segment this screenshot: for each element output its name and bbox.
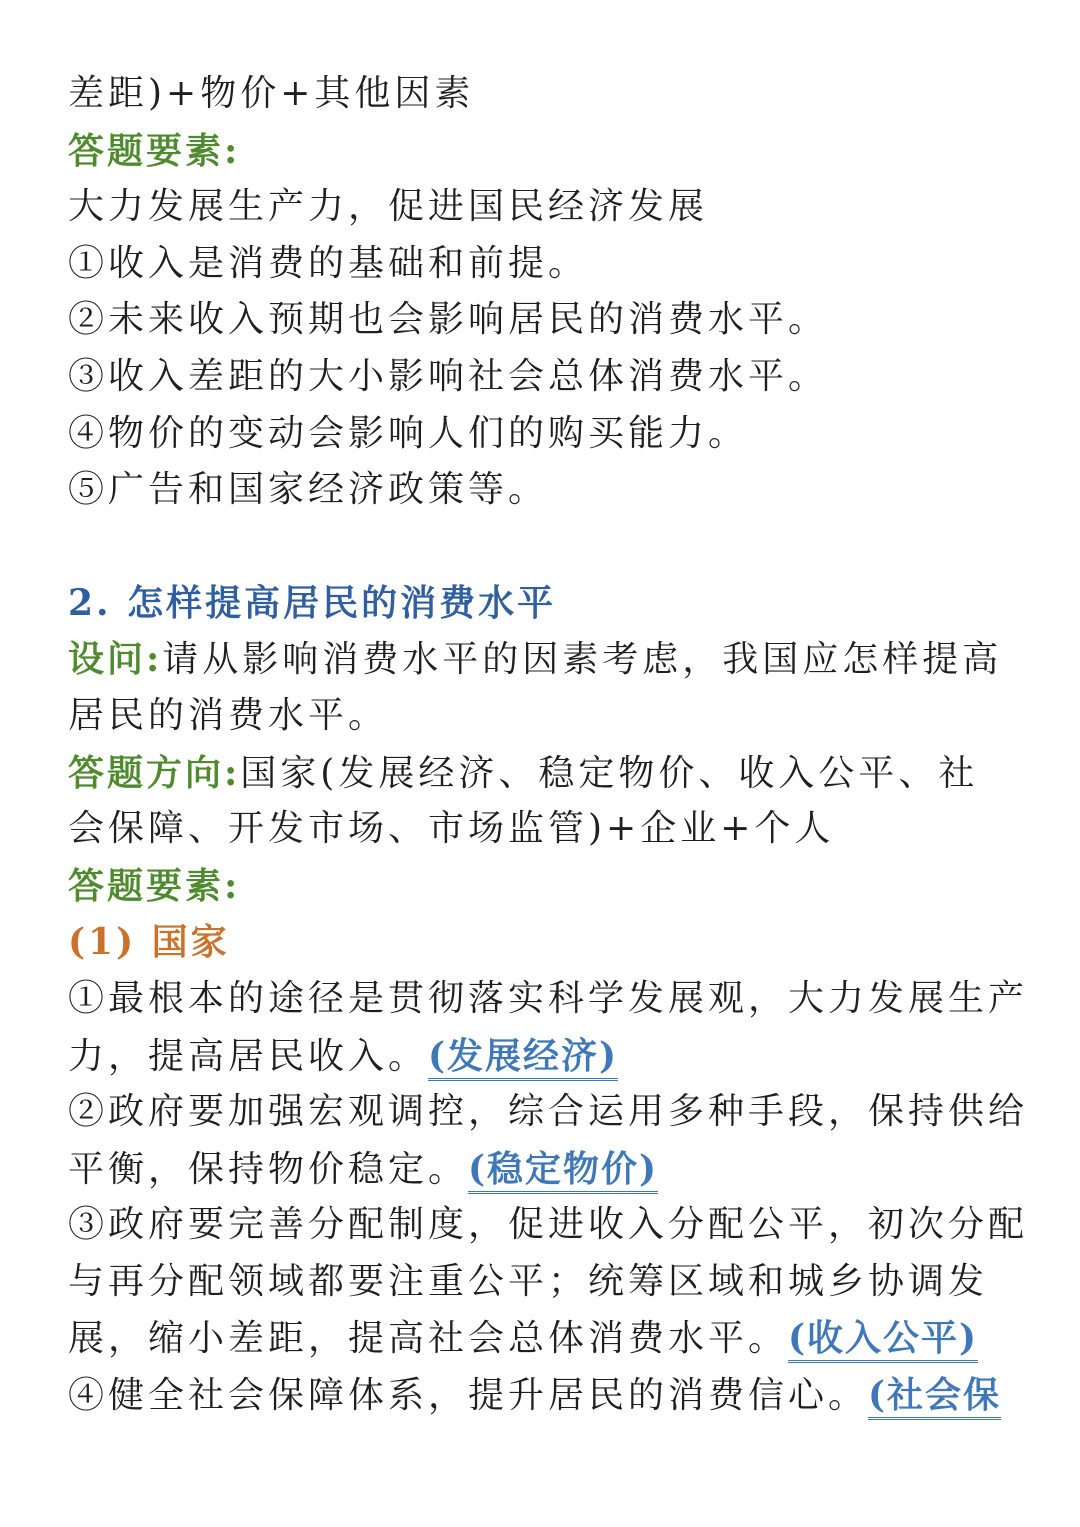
direction-line [68,745,1020,802]
question-line [68,631,1020,688]
section-title: 2. 怎样提高居民的消费水平 [68,581,557,624]
list-item: ②政府要加强宏观调控，综合运用多种手段，保持供给 [68,1091,1029,1133]
answer-elements-heading [68,123,1020,180]
category-tag: (收入公平) [788,1317,978,1363]
text-line: 会保障、开发市场、市场监管)+企业+个人 [68,808,835,850]
question-label: 设问: [68,638,163,681]
text-line [68,66,1020,123]
section-heading [68,575,1020,632]
answer-elements-heading [68,858,1020,915]
direction-label: 答题方向: [68,751,241,794]
section-gap [68,519,1020,575]
list-item: ③收入差距的大小影响社会总体消费水平。 [68,355,829,397]
list-item: ④物价的变动会影响人们的购买能力。 [68,412,749,454]
text-line: 与再分配领域都要注重公平；统筹区域和城乡协调发 [68,1260,989,1302]
continued-text: 差距)+物价+其他因素 [68,73,475,114]
text-line [68,179,1020,236]
category-tag: (发展经济) [428,1035,618,1081]
lead-text: 大力发展生产力，促进国民经济发展 [68,186,709,228]
list-item: ①收入是消费的基础和前提。 [68,242,589,284]
category-tag: (稳定物价) [468,1148,658,1194]
list-item: ⑤广告和国家经济政策等。 [68,469,549,511]
list-item: ②未来收入预期也会影响居民的消费水平。 [68,299,829,341]
text-line: 平衡，保持物价稳定。(稳定物价) [68,1141,1020,1198]
category-tag: (社会保 [868,1374,1001,1420]
list-item: ④健全社会保障体系，提升居民的消费信心。(社会保 [68,1367,1020,1424]
text-line: 展，缩小差距，提高社会总体消费水平。(收入公平) [68,1310,1020,1367]
text-line: 力，提高居民收入。(发展经济) [68,1028,1020,1085]
answer-elements-label: 答题要素: [68,864,241,907]
list-item: ①最根本的途径是贯彻落实科学发展观，大力发展生产 [68,977,1029,1019]
list-item: ③政府要完善分配制度，促进收入分配公平，初次分配 [68,1204,1029,1246]
text-line: 居民的消费水平。 [68,694,389,736]
subsection-title: (1) 国家 [68,921,230,964]
direction-text: 国家(发展经济、稳定物价、收入公平、社 [240,752,979,794]
question-text: 请从影响消费水平的因素考虑，我国应怎样提高 [162,639,1003,681]
subsection-heading [68,914,1020,971]
answer-elements-label: 答题要素: [68,129,241,172]
